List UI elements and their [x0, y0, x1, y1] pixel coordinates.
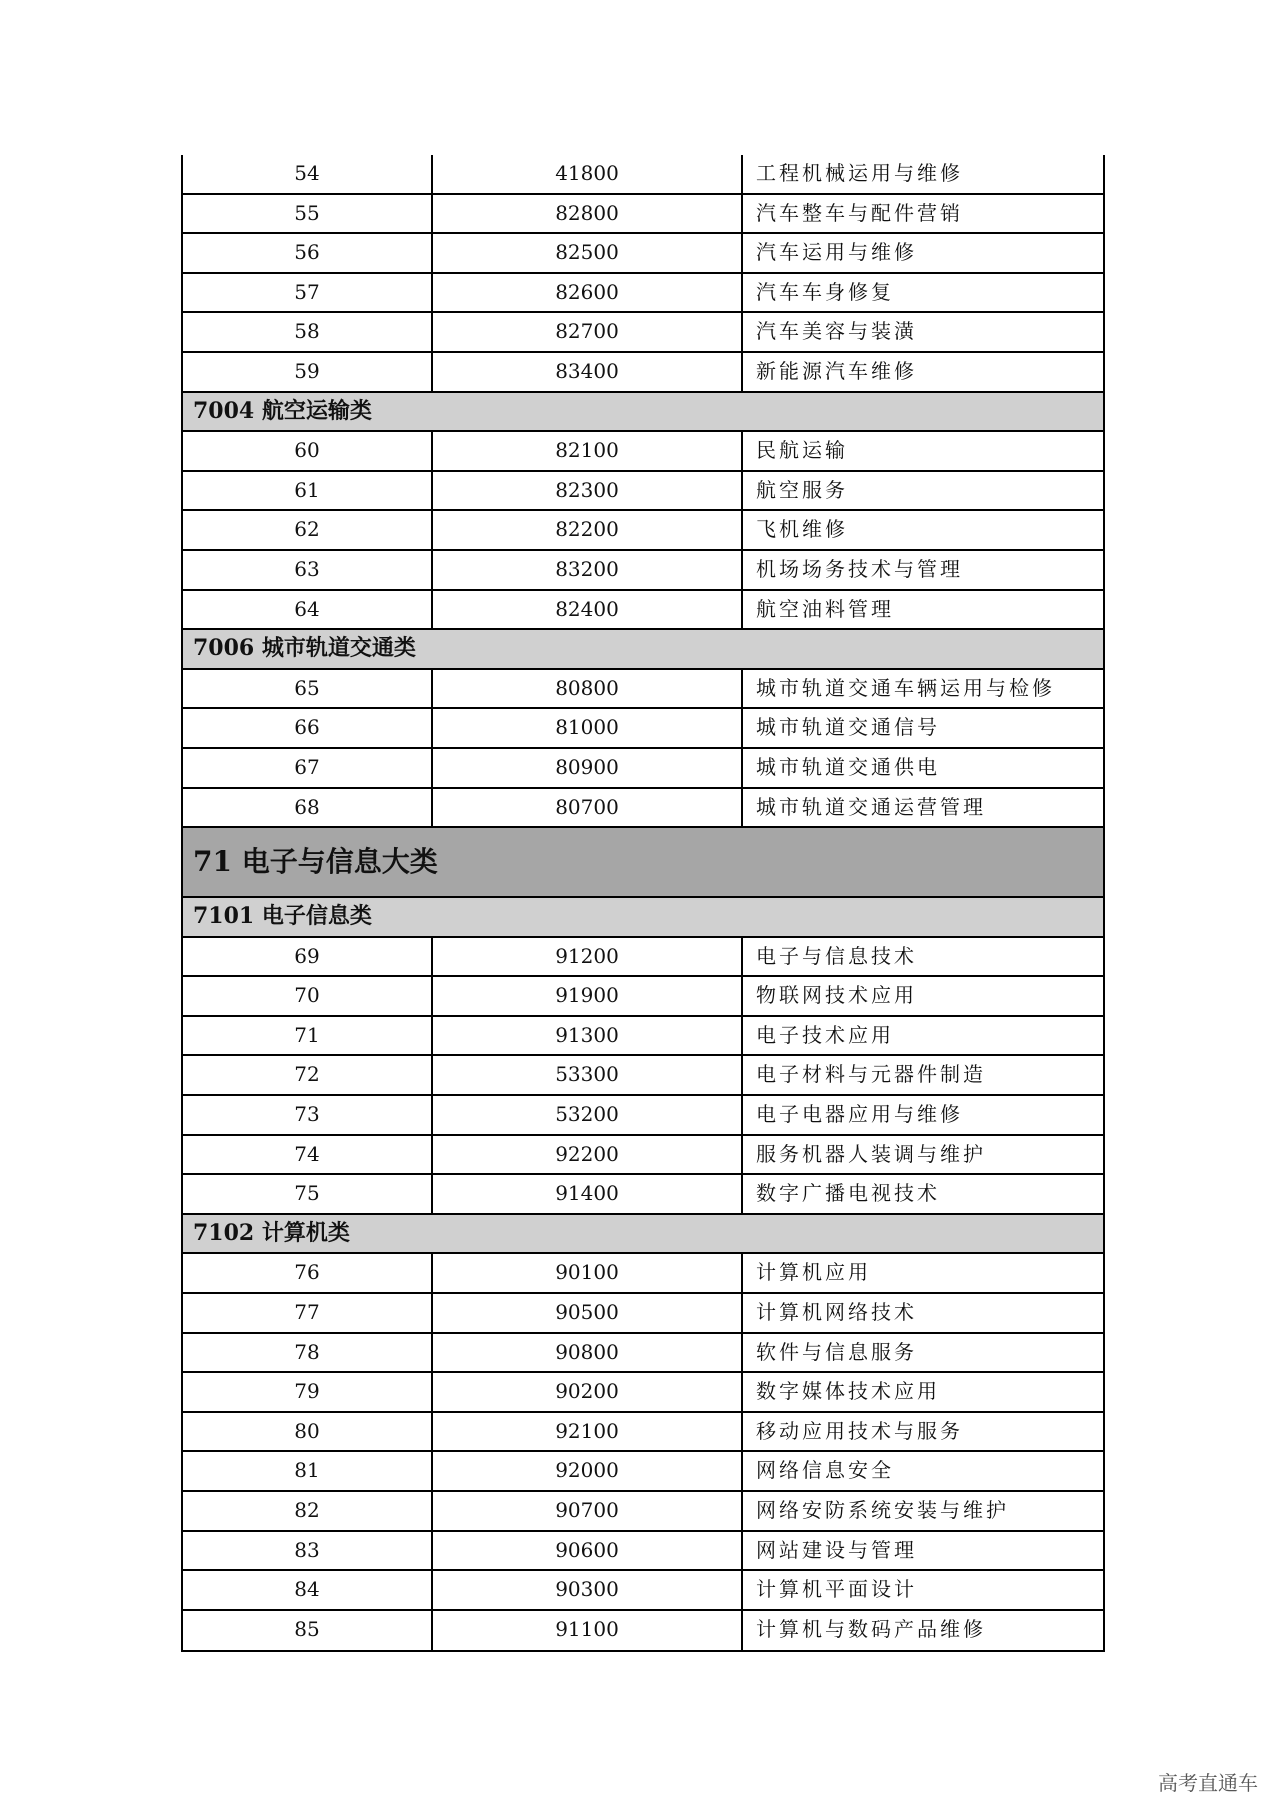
row-index: 81 [183, 1452, 433, 1490]
table-row [183, 591, 1103, 631]
table-row [183, 313, 1103, 353]
program-code: 90300 [433, 1571, 743, 1609]
program-code: 83400 [433, 353, 743, 391]
row-index: 57 [183, 274, 433, 312]
program-name: 汽车整车与配件营销 [756, 200, 963, 225]
row-index: 64 [183, 591, 433, 629]
table-row [183, 670, 1103, 710]
program-code: 92100 [433, 1413, 743, 1451]
program-code: 81000 [433, 709, 743, 747]
program-name: 城市轨道交通运营管理 [756, 794, 986, 819]
program-name: 机场场务技术与管理 [756, 556, 963, 581]
row-index: 54 [183, 155, 433, 193]
category-heading: 7004 航空运输类 [183, 393, 1103, 433]
program-code: 82400 [433, 591, 743, 629]
program-code: 82300 [433, 472, 743, 510]
table-row [183, 1611, 1103, 1651]
program-name: 飞机维修 [756, 517, 848, 542]
program-code: 90800 [433, 1334, 743, 1372]
program-code: 82100 [433, 432, 743, 470]
row-index: 59 [183, 353, 433, 391]
program-name: 服务机器人装调与维护 [756, 1141, 986, 1166]
program-code: 80900 [433, 749, 743, 787]
table-row [183, 1492, 1103, 1532]
row-index: 68 [183, 789, 433, 827]
table-row [183, 1056, 1103, 1096]
program-name: 城市轨道交通信号 [756, 715, 940, 740]
row-index: 83 [183, 1532, 433, 1570]
table-row [183, 977, 1103, 1017]
table-row [183, 1373, 1103, 1413]
program-code: 90200 [433, 1373, 743, 1411]
program-name: 工程机械运用与维修 [756, 161, 963, 185]
program-name: 物联网技术应用 [756, 983, 917, 1008]
row-index: 72 [183, 1056, 433, 1094]
table-row [183, 274, 1103, 314]
program-code: 83200 [433, 551, 743, 589]
program-table [181, 155, 1105, 1652]
row-index: 55 [183, 195, 433, 233]
program-name: 汽车车身修复 [756, 279, 894, 304]
program-name: 汽车运用与维修 [756, 240, 917, 265]
category-heading: 7101 电子信息类 [183, 898, 1103, 938]
program-code: 82800 [433, 195, 743, 233]
row-index: 61 [183, 472, 433, 510]
program-name: 网络信息安全 [756, 1458, 894, 1483]
program-name: 网络安防系统安装与维护 [756, 1498, 1009, 1522]
table-row [183, 472, 1103, 512]
program-name: 数字广播电视技术 [756, 1181, 940, 1206]
program-code: 91200 [433, 938, 743, 976]
row-index: 62 [183, 511, 433, 549]
program-name: 数字媒体技术应用 [756, 1379, 940, 1404]
program-code: 91900 [433, 977, 743, 1015]
program-code: 53300 [433, 1056, 743, 1094]
major-heading: 71 电子与信息大类 [183, 828, 1103, 898]
table-row [183, 1294, 1103, 1334]
row-index: 60 [183, 432, 433, 470]
program-name: 软件与信息服务 [756, 1339, 917, 1364]
program-code: 90500 [433, 1294, 743, 1332]
program-code: 91100 [433, 1611, 743, 1651]
row-index: 76 [183, 1254, 433, 1292]
program-code: 90100 [433, 1254, 743, 1292]
program-name: 电子电器应用与维修 [756, 1102, 963, 1127]
table-row [183, 551, 1103, 591]
table-row [183, 1136, 1103, 1176]
program-code: 92200 [433, 1136, 743, 1174]
table-row [183, 1452, 1103, 1492]
program-name: 计算机应用 [756, 1260, 871, 1285]
program-code: 90600 [433, 1532, 743, 1570]
program-code: 82600 [433, 274, 743, 312]
table-row [183, 195, 1103, 235]
table-row [183, 511, 1103, 551]
row-index: 58 [183, 313, 433, 351]
program-name: 航空油料管理 [756, 596, 894, 621]
row-index: 75 [183, 1175, 433, 1213]
row-index: 69 [183, 938, 433, 976]
table-row [183, 353, 1103, 393]
program-code: 82700 [433, 313, 743, 351]
program-name: 计算机网络技术 [756, 1300, 917, 1325]
table-row [183, 1017, 1103, 1057]
table-row [183, 1571, 1103, 1611]
table-row [183, 234, 1103, 274]
watermark-text: 高考直通车 [1158, 1771, 1258, 1795]
table-row [183, 938, 1103, 978]
program-name: 电子与信息技术 [756, 943, 917, 968]
program-name: 民航运输 [756, 438, 848, 463]
program-name: 汽车美容与装潢 [756, 319, 917, 344]
table-row [183, 1334, 1103, 1374]
program-name: 城市轨道交通供电 [756, 754, 940, 779]
table-row [183, 155, 1103, 195]
row-index: 65 [183, 670, 433, 708]
program-code: 80800 [433, 670, 743, 708]
category-heading: 7006 城市轨道交通类 [183, 630, 1103, 670]
row-index: 66 [183, 709, 433, 747]
row-index: 63 [183, 551, 433, 589]
program-code: 41800 [433, 155, 743, 193]
program-code: 53200 [433, 1096, 743, 1134]
row-index: 74 [183, 1136, 433, 1174]
table-row [183, 709, 1103, 749]
table-row [183, 1175, 1103, 1215]
program-name: 计算机与数码产品维修 [756, 1616, 986, 1641]
program-name: 新能源汽车维修 [756, 358, 917, 383]
row-index: 70 [183, 977, 433, 1015]
table-row [183, 1413, 1103, 1453]
program-name: 网站建设与管理 [756, 1537, 917, 1562]
program-code: 82200 [433, 511, 743, 549]
row-index: 84 [183, 1571, 433, 1609]
row-index: 73 [183, 1096, 433, 1134]
program-code: 91300 [433, 1017, 743, 1055]
program-code: 82500 [433, 234, 743, 272]
program-code: 91400 [433, 1175, 743, 1213]
row-index: 56 [183, 234, 433, 272]
row-index: 79 [183, 1373, 433, 1411]
program-name: 航空服务 [756, 477, 848, 502]
table-row [183, 432, 1103, 472]
table-row [183, 789, 1103, 829]
table-row [183, 1096, 1103, 1136]
program-name: 移动应用技术与服务 [756, 1418, 963, 1443]
program-name: 电子技术应用 [756, 1022, 894, 1047]
program-code: 80700 [433, 789, 743, 827]
row-index: 77 [183, 1294, 433, 1332]
category-heading: 7102 计算机类 [183, 1215, 1103, 1255]
program-name: 电子材料与元器件制造 [756, 1062, 986, 1087]
program-code: 90700 [433, 1492, 743, 1530]
program-name: 城市轨道交通车辆运用与检修 [756, 675, 1055, 700]
program-code: 92000 [433, 1452, 743, 1490]
program-name: 计算机平面设计 [756, 1577, 917, 1602]
table-row [183, 1532, 1103, 1572]
table-row [183, 1254, 1103, 1294]
row-index: 67 [183, 749, 433, 787]
row-index: 85 [183, 1611, 433, 1651]
row-index: 71 [183, 1017, 433, 1055]
table-row [183, 749, 1103, 789]
row-index: 78 [183, 1334, 433, 1372]
row-index: 80 [183, 1413, 433, 1451]
row-index: 82 [183, 1492, 433, 1530]
